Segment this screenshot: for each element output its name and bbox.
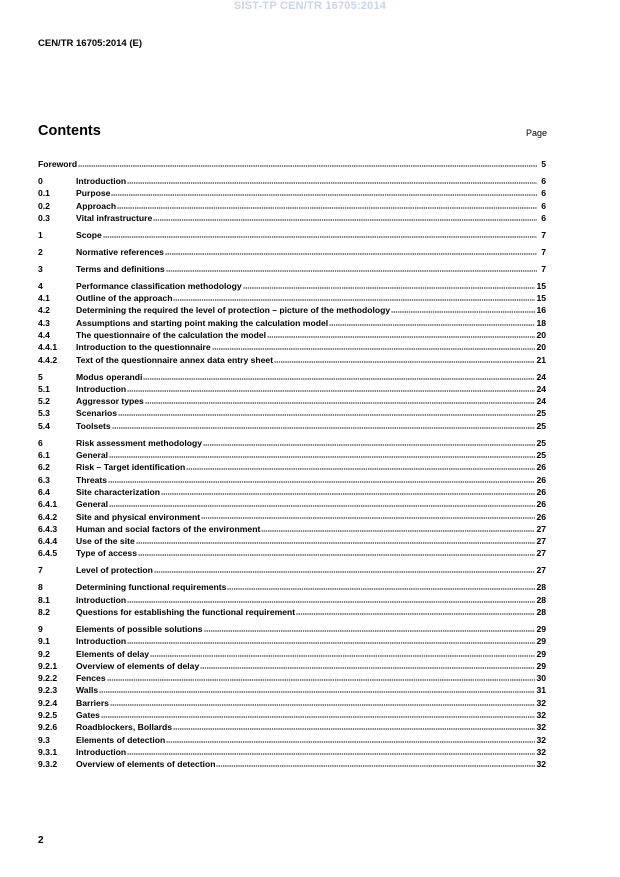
toc-entry-title: Introduction	[76, 636, 127, 647]
toc-entry-title: Scenarios	[76, 408, 118, 419]
toc-entry-number: 6.4.1	[38, 499, 58, 510]
toc-entry[interactable]	[38, 581, 546, 593]
dot-leader	[212, 344, 536, 350]
dot-leader	[127, 597, 535, 603]
dot-leader	[216, 761, 535, 767]
toc-entry-number: 8	[38, 582, 43, 593]
dot-leader	[154, 568, 536, 574]
toc-entry[interactable]	[38, 341, 546, 353]
dot-leader	[110, 700, 535, 706]
toc-entry-number: 7	[38, 565, 43, 576]
dot-leader	[138, 551, 535, 557]
toc-entry-number: 9	[38, 623, 43, 634]
toc-entry-page: 16	[536, 305, 546, 316]
toc-entry-title: General	[76, 450, 109, 461]
toc-entry[interactable]	[38, 383, 546, 395]
toc-entry-page: 25	[536, 437, 546, 448]
toc-entry[interactable]	[38, 229, 546, 241]
toc-entry-page: 32	[536, 746, 546, 757]
page-title: Contents	[38, 123, 101, 139]
toc-entry[interactable]	[38, 371, 546, 383]
toc-entry-title: Overview of elements of delay	[76, 660, 200, 671]
toc-entry-number: 6.4.4	[38, 536, 58, 547]
toc-entry-page: 28	[536, 582, 546, 593]
dot-leader	[143, 374, 535, 380]
watermark: SIST-TP CEN/TR 16705:2014	[233, 0, 387, 12]
toc-entry-page: 26	[536, 511, 546, 522]
toc-entry-page: 18	[536, 317, 546, 328]
toc-entry-title: Risk assessment methodology	[76, 437, 203, 448]
toc-entry-number: 9.2	[38, 648, 50, 659]
toc-entry-number: 5.2	[38, 396, 50, 407]
toc-entry-number: 1	[38, 229, 43, 240]
toc-entry-number: 4.4.2	[38, 354, 58, 365]
toc-entry-page: 15	[536, 280, 546, 291]
toc-entry-number: 8.1	[38, 594, 50, 605]
dot-leader	[127, 178, 537, 184]
toc-entry[interactable]	[38, 246, 546, 258]
toc-entry-number: 5.1	[38, 383, 50, 394]
toc-entry-page: 21	[536, 354, 546, 365]
toc-entry-title: Scope	[76, 229, 102, 240]
dot-leader	[78, 161, 537, 167]
toc-entry[interactable]	[38, 564, 546, 576]
dot-leader	[201, 514, 535, 520]
dot-leader	[127, 749, 535, 755]
toc-entry-title: The questionnaire of the calculation the model	[76, 330, 267, 340]
toc-entry-number: 9.2.3	[38, 685, 58, 696]
dot-leader	[109, 452, 535, 458]
toc-entry-number: 0.2	[38, 200, 50, 211]
dot-leader	[166, 266, 537, 272]
dot-leader	[329, 320, 535, 326]
toc-entry-page: 25	[536, 450, 546, 461]
toc-entry-number: 4.4.1	[38, 342, 58, 353]
toc-entry-title: Risk – Target identification	[76, 462, 186, 473]
toc-entry-page: 5	[541, 159, 546, 169]
toc-entry-title: Site and physical environment	[76, 511, 201, 522]
toc-entry-page: 6	[541, 175, 546, 186]
dot-leader	[108, 477, 535, 483]
toc-entry-title: Fences	[76, 673, 106, 684]
toc-entry-page: 24	[536, 371, 546, 382]
toc-entry-page: 24	[536, 383, 546, 394]
toc-entry-number: 9.2.1	[38, 660, 58, 671]
toc-entry[interactable]	[38, 660, 546, 672]
toc-entry-number: 8.2	[38, 606, 50, 617]
dot-leader	[109, 501, 535, 507]
toc-entry-title: Introduction	[76, 746, 127, 757]
toc-entry[interactable]	[38, 175, 546, 187]
dot-leader	[204, 626, 536, 632]
toc-entry-number: 4.2	[38, 305, 50, 316]
toc-entry-title: Threats	[76, 474, 108, 485]
toc-entry[interactable]	[38, 329, 546, 341]
toc-entry-page: 24	[536, 396, 546, 407]
toc-entry-title: Elements of detection	[76, 734, 166, 745]
toc-entry[interactable]	[38, 635, 546, 647]
toc-entry[interactable]	[38, 648, 546, 660]
toc-entry-page: 26	[536, 499, 546, 510]
toc-entry-page: 27	[536, 536, 546, 547]
dot-leader	[227, 585, 535, 591]
dot-leader	[261, 526, 535, 532]
dot-leader	[173, 295, 535, 301]
dot-leader	[145, 398, 536, 404]
dot-leader	[186, 464, 535, 470]
toc-entry[interactable]	[38, 709, 546, 721]
dot-leader	[274, 357, 535, 363]
toc-entry-number: 0.1	[38, 188, 50, 199]
toc-entry-title: Vital infrastructure	[76, 212, 153, 223]
dot-leader	[117, 203, 537, 209]
toc-entry-title: Determining functional requirements	[76, 582, 227, 593]
toc-entry-number: 0.3	[38, 212, 50, 223]
dot-leader	[165, 249, 537, 255]
toc-entry[interactable]	[38, 263, 546, 275]
toc-entry[interactable]	[38, 200, 546, 212]
toc-entry-title: Type of access	[76, 548, 137, 559]
toc-entry[interactable]	[38, 523, 546, 535]
toc-entry-title: Text of the questionnaire annex data entry sheet	[76, 354, 274, 365]
toc-entry-title: General	[76, 499, 109, 510]
dot-leader	[112, 423, 536, 429]
toc-entry-number: 9.3	[38, 734, 50, 745]
table-of-contents	[38, 158, 546, 771]
toc-entry-title: Introduction to the questionnaire	[76, 342, 211, 353]
toc-entry-number: 5.4	[38, 420, 50, 431]
toc-entry[interactable]	[38, 461, 546, 473]
toc-entry-page: 15	[536, 293, 546, 304]
toc-entry-page: 7	[541, 246, 546, 257]
toc-entry-title: Roadblockers, Bollards	[76, 722, 172, 733]
toc-entry[interactable]	[38, 697, 546, 709]
toc-entry[interactable]	[38, 486, 546, 498]
toc-entry-number: 3	[38, 263, 43, 274]
toc-entry-title: Terms and definitions	[76, 263, 165, 274]
toc-entry-title: Introduction	[76, 383, 127, 394]
toc-entry-number: 9.3.1	[38, 746, 58, 757]
toc-entry-page: 32	[536, 759, 546, 770]
toc-entry[interactable]	[38, 437, 546, 449]
toc-entry-number: 6.4	[38, 486, 50, 497]
toc-entry-title: Site characterization	[76, 486, 161, 497]
toc-entry[interactable]	[38, 758, 546, 770]
toc-entry-title: Overview of elements of detection	[76, 759, 216, 770]
toc-entry-title: Human and social factors of the environment	[76, 523, 261, 534]
dot-leader	[243, 283, 536, 289]
toc-entry[interactable]	[38, 317, 546, 329]
dot-leader	[99, 688, 535, 694]
dot-leader	[267, 332, 535, 338]
toc-entry-number: 2	[38, 246, 43, 257]
toc-entry-page: 28	[536, 594, 546, 605]
toc-entry-title: Level of protection	[76, 565, 153, 576]
toc-entry-page: 29	[536, 660, 546, 671]
toc-entry-page: 26	[536, 474, 546, 485]
toc-entry-page: 32	[536, 697, 546, 708]
toc-entry[interactable]	[38, 187, 546, 199]
toc-entry[interactable]	[38, 623, 546, 635]
page-column-label: Page	[525, 128, 547, 138]
toc-entry-title: Gates	[76, 710, 100, 721]
toc-entry-page: 29	[536, 648, 546, 659]
dot-leader	[203, 440, 535, 446]
toc-entry-title: Elements of delay	[76, 648, 150, 659]
toc-entry-number: 9.1	[38, 636, 50, 647]
toc-entry-number: 6.4.3	[38, 523, 58, 534]
document-id: CEN/TR 16705:2014 (E)	[38, 38, 143, 49]
toc-entry-number: 5.3	[38, 408, 50, 419]
toc-entry-title: Barriers	[76, 697, 109, 708]
dot-leader	[200, 663, 535, 669]
toc-entry-number: 4.3	[38, 317, 50, 328]
dot-leader	[103, 232, 537, 238]
toc-entry-title: Outline of the approach	[76, 293, 173, 304]
toc-entry[interactable]	[38, 407, 546, 419]
toc-entry-title: Questions for establishing the functional requirement	[76, 606, 296, 617]
toc-entry-page: 26	[536, 462, 546, 473]
toc-entry-number: 9.2.2	[38, 673, 58, 684]
toc-entry-page: 32	[536, 710, 546, 721]
toc-entry[interactable]	[38, 535, 546, 547]
toc-entry-page: 6	[541, 212, 546, 223]
toc-entry-title: Foreword	[38, 159, 78, 169]
toc-entry-title: Use of the site	[76, 536, 135, 547]
toc-entry-title: Elements of possible solutions	[76, 623, 203, 634]
toc-entry-page: 26	[536, 486, 546, 497]
toc-entry[interactable]	[38, 594, 546, 606]
toc-entry-page: 28	[536, 606, 546, 617]
toc-entry-number: 6.4.5	[38, 548, 58, 559]
toc-entry[interactable]	[38, 734, 546, 746]
toc-entry-number: 6.2	[38, 462, 50, 473]
toc-entry-title: Walls	[76, 685, 99, 696]
toc-entry-title: Modus operandi	[76, 371, 143, 382]
toc-entry-page: 6	[541, 188, 546, 199]
toc-entry-page: 7	[541, 229, 546, 240]
toc-entry-title: Approach	[76, 200, 117, 211]
toc-entry[interactable]	[38, 158, 546, 170]
toc-entry-title: Performance classification methodology	[76, 280, 242, 291]
toc-entry-title: Normative references	[76, 246, 164, 257]
toc-entry-title: Assumptions and starting point making the calculation model	[76, 317, 329, 328]
toc-entry-number: 6	[38, 437, 43, 448]
toc-entry-page: 32	[536, 722, 546, 733]
toc-entry-title: Determining the required the level of protection – picture of the methodology	[76, 305, 391, 316]
dot-leader	[161, 489, 535, 495]
dot-leader	[166, 737, 535, 743]
dot-leader	[127, 386, 535, 392]
toc-entry[interactable]	[38, 606, 546, 618]
toc-entry[interactable]	[38, 684, 546, 696]
toc-entry-title: Aggressor types	[76, 396, 144, 407]
dot-leader	[391, 308, 535, 314]
toc-entry[interactable]	[38, 511, 546, 523]
toc-entry-page: 30	[536, 673, 546, 684]
toc-entry-number: 4.1	[38, 293, 50, 304]
dot-leader	[107, 675, 536, 681]
page-number: 2	[38, 835, 44, 846]
toc-entry-page: 20	[536, 342, 546, 353]
toc-entry[interactable]	[38, 280, 546, 292]
toc-entry[interactable]	[38, 449, 546, 461]
toc-entry-number: 5	[38, 371, 43, 382]
toc-entry-page: 27	[536, 523, 546, 534]
dot-leader	[127, 638, 535, 644]
toc-entry-page: 29	[536, 623, 546, 634]
toc-entry-page: 31	[536, 685, 546, 696]
toc-entry-title: Introduction	[76, 594, 127, 605]
toc-entry-number: 0	[38, 175, 43, 186]
toc-entry-number: 9.2.5	[38, 710, 58, 721]
toc-entry-page: 25	[536, 408, 546, 419]
dot-leader	[101, 712, 536, 718]
dot-leader	[296, 609, 535, 615]
toc-entry-number: 9.2.6	[38, 722, 58, 733]
toc-entry-number: 4.4	[38, 330, 50, 340]
toc-entry[interactable]	[38, 746, 546, 758]
dot-leader	[173, 724, 535, 730]
dot-leader	[118, 411, 535, 417]
toc-entry-number: 4	[38, 280, 43, 291]
toc-entry-page: 7	[541, 263, 546, 274]
toc-entry[interactable]	[38, 212, 546, 224]
toc-entry[interactable]	[38, 721, 546, 733]
toc-entry-number: 6.4.2	[38, 511, 58, 522]
dot-leader	[111, 190, 537, 196]
toc-entry[interactable]	[38, 672, 546, 684]
toc-entry-title: Purpose	[76, 188, 111, 199]
toc-entry[interactable]	[38, 395, 546, 407]
toc-entry[interactable]	[38, 547, 546, 559]
toc-entry-page: 25	[536, 420, 546, 431]
toc-entry-number: 9.2.4	[38, 697, 58, 708]
toc-entry-number: 6.1	[38, 450, 50, 461]
toc-entry-page: 6	[541, 200, 546, 211]
dot-leader	[150, 651, 535, 657]
toc-entry[interactable]	[38, 498, 546, 510]
toc-entry-page: 20	[536, 330, 546, 340]
toc-entry-page: 32	[536, 734, 546, 745]
toc-entry[interactable]	[38, 292, 546, 304]
toc-entry-page: 29	[536, 636, 546, 647]
dot-leader	[153, 215, 537, 221]
toc-entry[interactable]	[38, 420, 546, 432]
toc-entry-number: 6.3	[38, 474, 50, 485]
toc-entry-title: Introduction	[76, 175, 127, 186]
toc-entry[interactable]	[38, 354, 546, 366]
dot-leader	[136, 538, 536, 544]
toc-entry-number: 9.3.2	[38, 759, 58, 770]
toc-entry-page: 27	[536, 565, 546, 576]
toc-entry-title: Toolsets	[76, 420, 111, 431]
toc-entry[interactable]	[38, 474, 546, 486]
toc-entry-page: 27	[536, 548, 546, 559]
toc-entry[interactable]	[38, 304, 546, 316]
